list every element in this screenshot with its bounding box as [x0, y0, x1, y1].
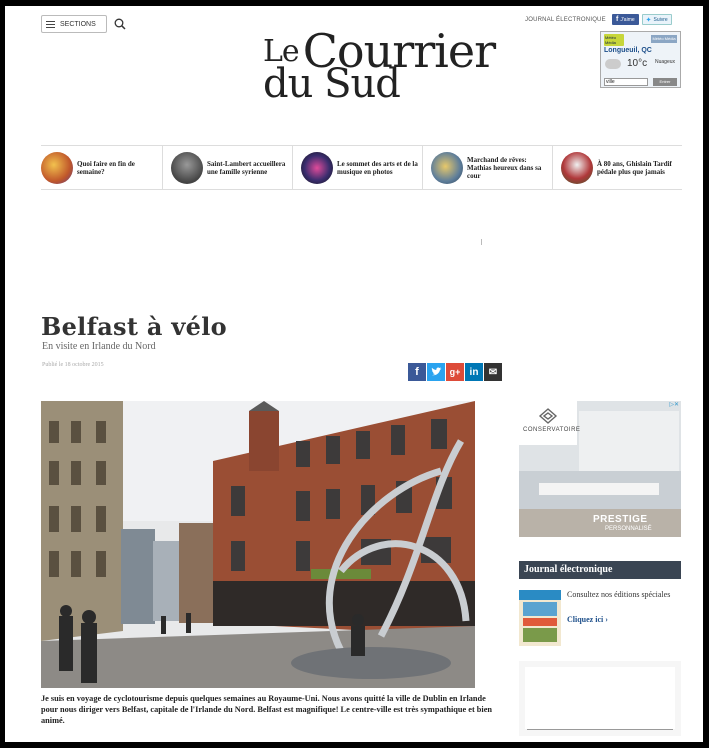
teaser-title: Le sommet des arts et de la musique en photos: [337, 159, 418, 176]
ad-frame: [525, 667, 675, 729]
teaser-thumbnail: [41, 152, 73, 184]
facebook-like-button[interactable]: [612, 14, 639, 25]
journal-electronique-heading: Journal électronique: [519, 561, 681, 579]
journal-electronique-link[interactable]: JOURNAL ÉLECTRONIQUE: [525, 17, 606, 23]
share-buttons: [408, 363, 502, 381]
site-logo[interactable]: [263, 24, 496, 108]
teaser-title: À 80 ans, Ghislain Tardif pédale plus que jamais: [597, 159, 672, 176]
teaser-strip: [41, 145, 682, 190]
teaser-thumbnail: [171, 152, 203, 184]
weather-widget: [600, 31, 681, 88]
sections-label: SECTIONS: [60, 20, 96, 28]
article-photo: [41, 401, 475, 688]
weather-city-input[interactable]: ville: [604, 78, 648, 86]
twitter-follow-button[interactable]: [642, 14, 672, 25]
logo-line-2: du Sud: [263, 61, 400, 107]
teaser-item[interactable]: [423, 146, 553, 189]
googleplus-icon[interactable]: g+: [446, 363, 464, 381]
hamburger-icon: [46, 19, 55, 30]
sidebar-advertisement[interactable]: [519, 401, 681, 537]
teaser-thumbnail: [431, 152, 463, 184]
facebook-icon: f: [616, 16, 619, 23]
article-subtitle: En visite en Irlande du Nord: [42, 341, 156, 352]
adchoices-icon[interactable]: ▷✕: [669, 402, 679, 408]
weather-site-button[interactable]: Météo Média: [652, 36, 676, 41]
teaser-title: Marchand de rêves: Mathias heureux dans sa cour: [467, 155, 542, 180]
teaser-thumbnail: [301, 152, 333, 184]
ad-tagline-2: PERSONNALISÉ: [605, 526, 652, 532]
sections-menu-button[interactable]: [41, 15, 107, 33]
weather-go-button[interactable]: Entrer: [653, 78, 677, 86]
search-icon[interactable]: [113, 17, 127, 31]
ad-placeholder: [481, 239, 482, 245]
social-follow-buttons: [612, 14, 672, 25]
page: [5, 6, 703, 742]
journal-description: Consultez nos éditions spéciales: [567, 590, 671, 599]
meteomedia-logo: Météo Média: [604, 34, 624, 46]
article-caption: Je suis en voyage de cyclotourisme depuis quelques semaines au Royaume-Uni. Nous avons quitté la ville de Dublin en Irlande pour nous diriger vers Belfast, capitale de l'Irlande du Nord. Belfast est magnifique! Le centre-ville est très sympathique et bien animé.: [41, 694, 493, 725]
weather-condition: Nuageux: [655, 59, 676, 65]
teaser-item[interactable]: [41, 146, 163, 189]
twitter-follow-label: Suivre: [653, 16, 668, 23]
facebook-like-label: J'aime: [620, 16, 635, 23]
email-icon[interactable]: ✉: [484, 363, 502, 381]
article-title: Belfast à vélo: [41, 312, 227, 341]
journal-click-link[interactable]: Cliquez ici ›: [567, 615, 608, 624]
teaser-item[interactable]: [293, 146, 423, 189]
ad-brand: CONSERVATOIRE: [523, 427, 581, 433]
teaser-item[interactable]: [553, 146, 682, 189]
twitter-icon[interactable]: [427, 363, 445, 381]
sidebar-ad-placeholder: [519, 661, 681, 736]
teaser-title: Saint-Lambert accueillera une famille syrienne: [207, 159, 286, 176]
teaser-item[interactable]: [163, 146, 293, 189]
logo-line-1: LeCourrier: [263, 24, 496, 78]
weather-temperature: 10°c: [627, 58, 648, 69]
twitter-icon: ✦: [645, 16, 652, 24]
teaser-thumbnail: [561, 152, 593, 184]
divider: [527, 729, 673, 730]
ad-tagline-1: PRESTIGE: [593, 514, 648, 525]
weather-city: Longueuil, QC: [604, 47, 652, 54]
journal-cover-image[interactable]: [519, 590, 561, 646]
article-date: Publié le 18 octobre 2015: [42, 362, 104, 368]
facebook-icon[interactable]: f: [408, 363, 426, 381]
cloud-icon: [605, 59, 621, 69]
linkedin-icon[interactable]: in: [465, 363, 483, 381]
teaser-title: Quoi faire en fin de semaine?: [77, 159, 135, 176]
